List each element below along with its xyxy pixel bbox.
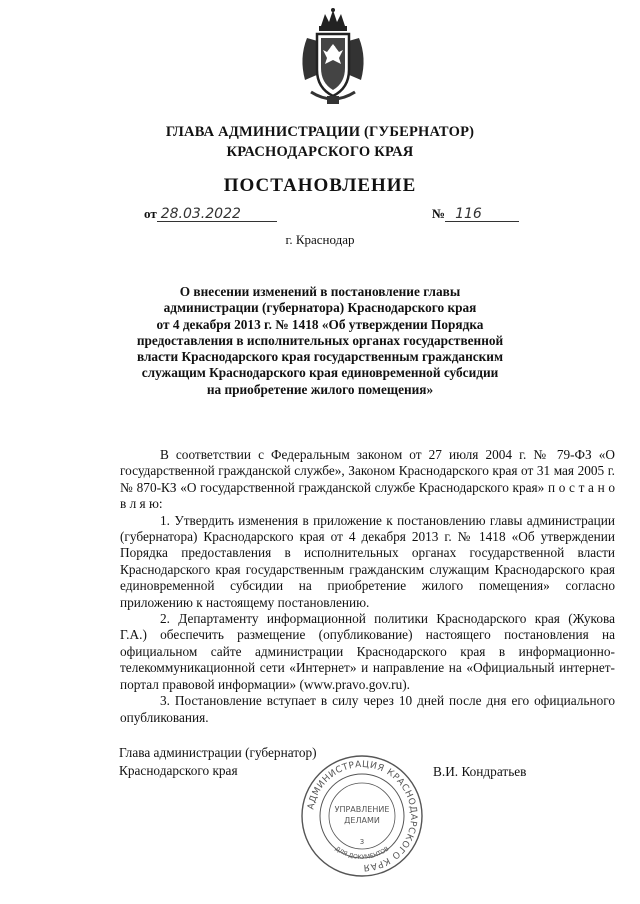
date-value: 28.03.2022 xyxy=(157,207,277,222)
stamp-center-line-2: ДЕЛАМИ xyxy=(344,816,380,825)
title-line: предоставления в исполнительных органах государственной xyxy=(136,332,504,348)
signatory-position-line-2: Краснодарского края xyxy=(119,763,238,778)
clause-1-paragraph: 1. Утвердить изменения в приложение к постановлению главы администрации (губернатора) Краснодарского края от 4 декабря 2013 г. № 1418 «Об утверждении Порядка предоставления в исполнительных органах государственной власти Краснодарского края государственным гражданским служащим Краснодарского края единовременной субсидии на приобретение жилого помещения» согласно приложению к настоящему постановлению. xyxy=(120,512,615,610)
date-prefix: от xyxy=(144,206,157,221)
number-value: 116 xyxy=(445,207,519,222)
preamble-paragraph: В соответствии с Федеральным законом от 27 июля 2004 г. № 79-ФЗ «О государственной гражданской службе», Законом Краснодарского края от 31 мая 2005 г. № 870-КЗ «О государственной гражданской службе Краснодарского края» п о с т а н о в л я ю: xyxy=(120,447,615,512)
title-line: служащим Краснодарского края единовременной субсидии xyxy=(141,365,499,381)
title-line: от 4 декабря 2013 г. № 1418 «Об утверждении Порядка xyxy=(156,316,484,332)
number-field xyxy=(432,206,519,222)
signatory-name: В.И. Кондратьев xyxy=(433,764,527,779)
stamp-number: 3 xyxy=(359,838,365,846)
title-line: на приобретение жилого помещения» xyxy=(206,381,434,397)
coat-of-arms-emblem xyxy=(297,8,369,108)
clause-2-paragraph: 2. Департаменту информационной политики Краснодарского края (Жукова Г.А.) обеспечить размещение (опубликование) настоящего постановления на официальном сайте администрации Краснодарского края в информационно-телекоммуникационной сети «Интернет» и направление на «Официальный интернет-портал правовой информации» (www.pravo.gov.ru). xyxy=(120,611,615,692)
document-body xyxy=(120,447,615,726)
clause-3-paragraph: 3. Постановление вступает в силу через 10 дней после дня его официального опубликования. xyxy=(120,693,615,725)
issuer-line-2: КРАСНОДАРСКОГО КРАЯ xyxy=(226,144,414,160)
signatory-position xyxy=(119,744,317,780)
date-field xyxy=(144,206,277,222)
document-type: ПОСТАНОВЛЕНИЕ xyxy=(223,175,417,196)
title-line: администрации (губернатора) Краснодарского края xyxy=(163,300,477,316)
number-prefix: № xyxy=(432,206,446,221)
stamp-center-line-1: УПРАВЛЕНИЕ xyxy=(334,805,390,814)
issuer-line-1: ГЛАВА АДМИНИСТРАЦИИ (ГУБЕРНАТОР) xyxy=(165,124,475,140)
stamp-ring-text: АДМИНИСТРАЦИЯ КРАСНОДАРСКОГО КРАЯ xyxy=(306,759,419,873)
official-stamp xyxy=(300,754,424,878)
city: г. Краснодар xyxy=(285,232,355,247)
title-line: О внесении изменений в постановление главы xyxy=(179,284,461,299)
document-title xyxy=(120,284,520,398)
title-line: власти Краснодарского края государственным гражданским xyxy=(136,349,504,365)
stamp-bottom-text: ДЛЯ ДОКУМЕНТОВ xyxy=(333,845,391,861)
signatory-position-line-1: Глава администрации (губернатор) xyxy=(119,745,317,760)
